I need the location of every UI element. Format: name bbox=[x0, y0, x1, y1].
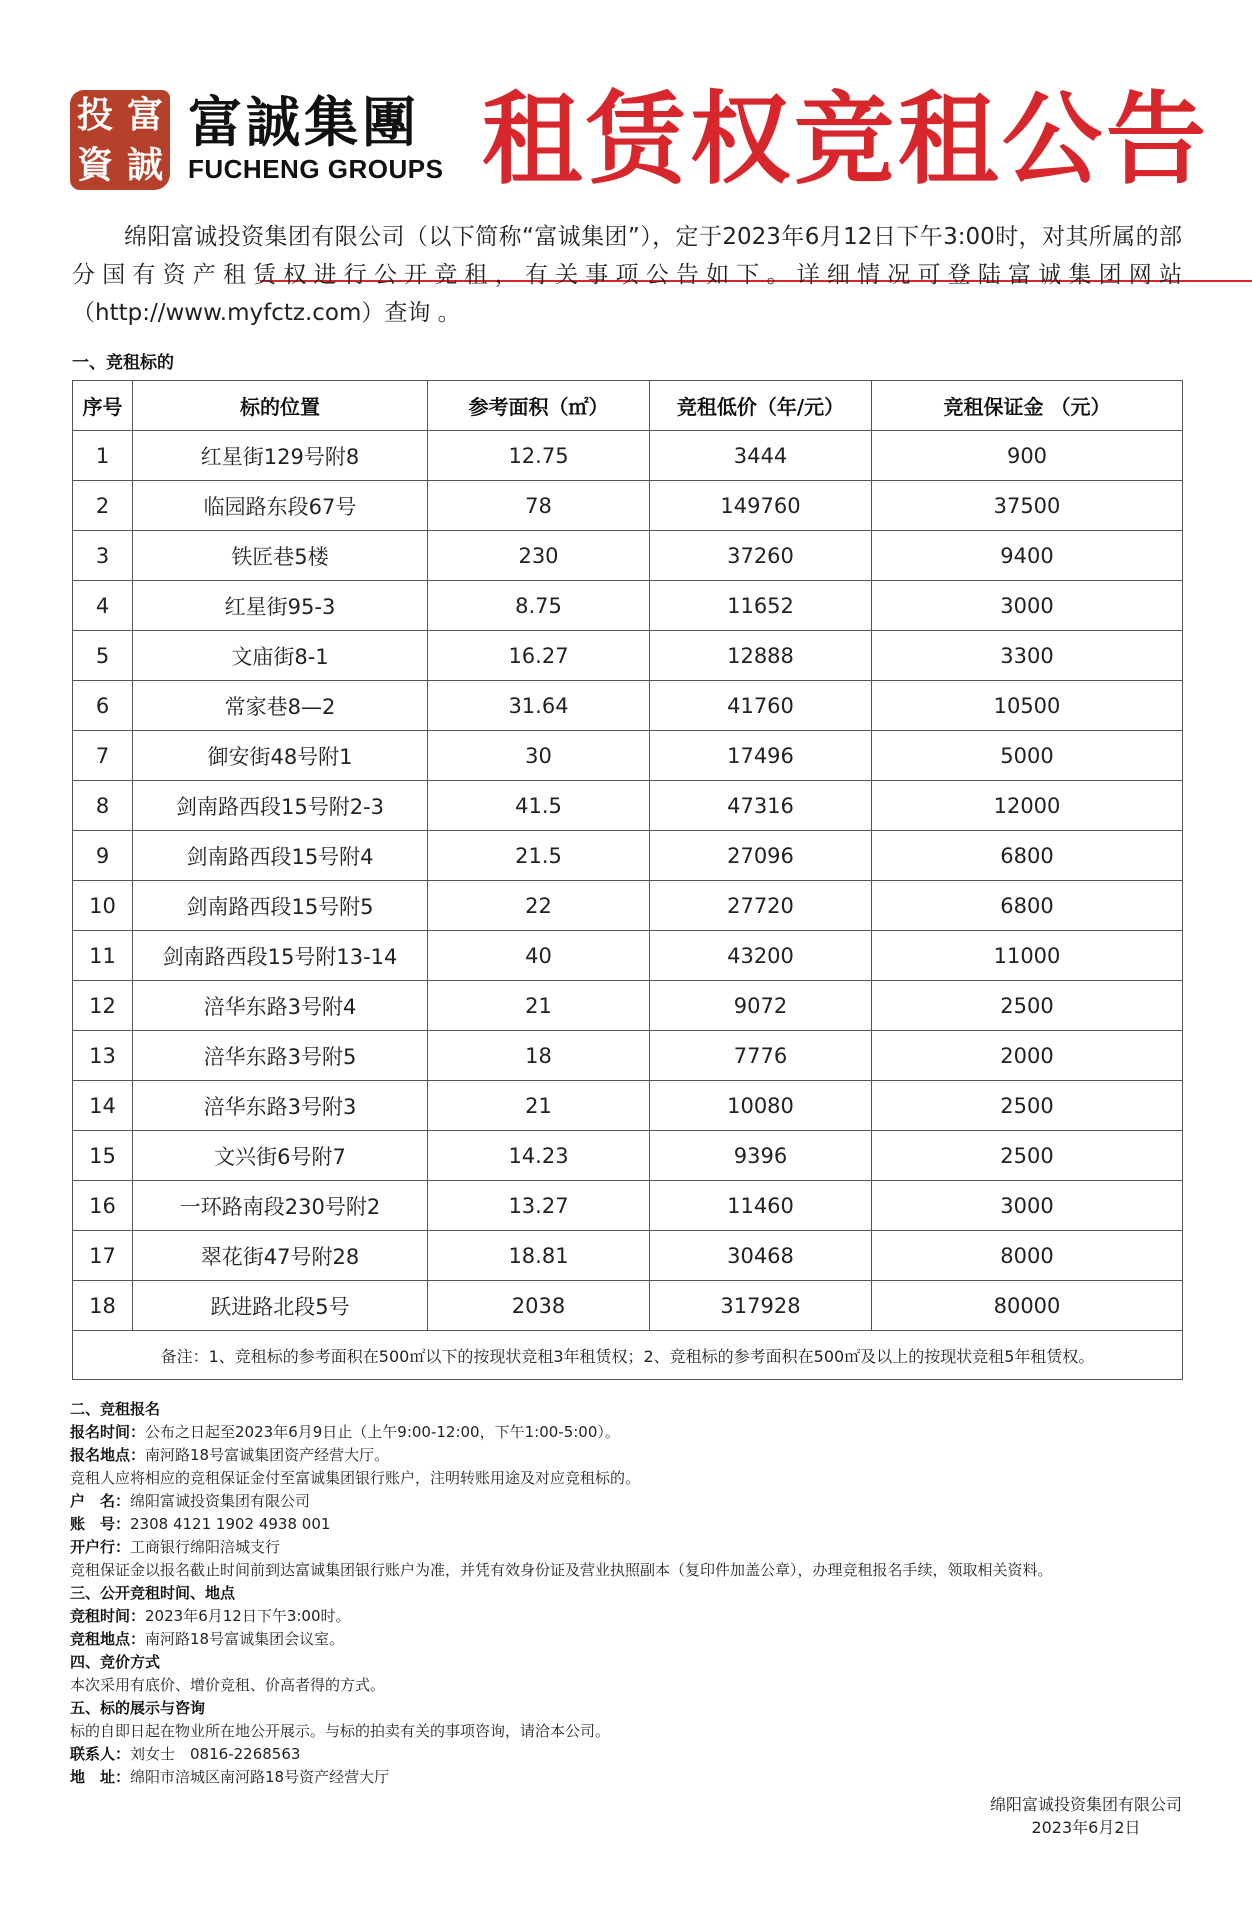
table-cell: 37260 bbox=[650, 531, 872, 581]
seal-char: 誠 bbox=[126, 144, 163, 186]
table-cell: 16.27 bbox=[428, 631, 650, 681]
table-row bbox=[73, 431, 1183, 481]
table-cell: 一环路南段230号附2 bbox=[133, 1181, 428, 1231]
table-cell: 1 bbox=[73, 431, 133, 481]
table-header-row bbox=[73, 381, 1183, 431]
table-cell: 2000 bbox=[872, 1031, 1183, 1081]
deposit-note: 竞租保证金以报名截止时间前到达富诚集团银行账户为准，并凭有效身份证及营业执照副本（复印件加盖公章），办理竞租报名手续，领取相关资料。 bbox=[70, 1561, 1053, 1579]
table-cell: 红星街129号附8 bbox=[133, 431, 428, 481]
table-cell: 御安街48号附1 bbox=[133, 731, 428, 781]
table-cell: 3000 bbox=[872, 1181, 1183, 1231]
display-consult-text: 标的自即日起在物业所在地公开展示。与标的拍卖有关的事项咨询，请洽本公司。 bbox=[70, 1722, 611, 1740]
column-header: 参考面积（㎡） bbox=[428, 381, 650, 431]
table-cell: 18 bbox=[428, 1031, 650, 1081]
table-cell: 文兴街6号附7 bbox=[133, 1131, 428, 1181]
signature-block bbox=[990, 1793, 1182, 1839]
registration-place bbox=[70, 1444, 1190, 1467]
table-cell: 临园路东段67号 bbox=[133, 481, 428, 531]
table-row bbox=[73, 1281, 1183, 1331]
table-row bbox=[73, 1181, 1183, 1231]
table-cell: 9396 bbox=[650, 1131, 872, 1181]
table-cell: 剑南路西段15号附4 bbox=[133, 831, 428, 881]
table-cell: 27720 bbox=[650, 881, 872, 931]
table-row bbox=[73, 1231, 1183, 1281]
table-cell: 剑南路西段15号附13-14 bbox=[133, 931, 428, 981]
table-row bbox=[73, 931, 1183, 981]
table-row bbox=[73, 1131, 1183, 1181]
table-cell: 47316 bbox=[650, 781, 872, 831]
table-cell: 剑南路西段15号附5 bbox=[133, 881, 428, 931]
table-row bbox=[73, 731, 1183, 781]
section-heading-auction-time-place: 三、公开竞租时间、地点 bbox=[70, 1584, 236, 1602]
table-cell: 翠花街47号附28 bbox=[133, 1231, 428, 1281]
table-cell: 30 bbox=[428, 731, 650, 781]
table-cell: 2500 bbox=[872, 981, 1183, 1031]
table-cell: 8000 bbox=[872, 1231, 1183, 1281]
column-header: 标的位置 bbox=[133, 381, 428, 431]
field-label: 户 名： bbox=[70, 1492, 131, 1510]
table-cell: 14.23 bbox=[428, 1131, 650, 1181]
table-cell: 78 bbox=[428, 481, 650, 531]
table-cell: 8.75 bbox=[428, 581, 650, 631]
table-cell: 4 bbox=[73, 581, 133, 631]
column-header: 序号 bbox=[73, 381, 133, 431]
brand-name-cn: 富誠集團 bbox=[188, 90, 420, 154]
table-cell: 14 bbox=[73, 1081, 133, 1131]
bank-branch bbox=[70, 1536, 1190, 1559]
field-label: 开户行： bbox=[70, 1538, 131, 1556]
auction-place bbox=[70, 1628, 1190, 1651]
table-cell: 12888 bbox=[650, 631, 872, 681]
field-label: 地 址： bbox=[70, 1768, 131, 1786]
table-cell: 18.81 bbox=[428, 1231, 650, 1281]
contact-address bbox=[70, 1766, 1190, 1789]
table-cell: 7776 bbox=[650, 1031, 872, 1081]
field-value: 南河路18号富诚集团会议室。 bbox=[145, 1630, 345, 1648]
table-cell: 11460 bbox=[650, 1181, 872, 1231]
table-cell: 27096 bbox=[650, 831, 872, 881]
table-row bbox=[73, 1081, 1183, 1131]
table-cell: 铁匠巷5楼 bbox=[133, 531, 428, 581]
section-heading-display-consult: 五、标的展示与咨询 bbox=[70, 1699, 206, 1717]
table-cell: 41760 bbox=[650, 681, 872, 731]
table-row bbox=[73, 481, 1183, 531]
table-cell: 2500 bbox=[872, 1131, 1183, 1181]
column-header: 竞租保证金 （元） bbox=[872, 381, 1183, 431]
header bbox=[70, 81, 1210, 198]
auction-time bbox=[70, 1605, 1190, 1628]
table-cell: 17 bbox=[73, 1231, 133, 1281]
table-cell: 8 bbox=[73, 781, 133, 831]
field-value: 工商银行绵阳涪城支行 bbox=[130, 1538, 281, 1556]
table-cell: 149760 bbox=[650, 481, 872, 531]
table-row bbox=[73, 681, 1183, 731]
table-cell: 16 bbox=[73, 1181, 133, 1231]
table-cell: 剑南路西段15号附2-3 bbox=[133, 781, 428, 831]
table-cell: 9 bbox=[73, 831, 133, 881]
field-label: 竞租时间： bbox=[70, 1607, 146, 1625]
table-cell: 11000 bbox=[872, 931, 1183, 981]
section-heading-targets: 一、竞租标的 bbox=[72, 353, 174, 373]
table-row bbox=[73, 981, 1183, 1031]
table-cell: 5 bbox=[73, 631, 133, 681]
table-cell: 43200 bbox=[650, 931, 872, 981]
table-cell: 80000 bbox=[872, 1281, 1183, 1331]
seal-char: 投 bbox=[76, 94, 113, 136]
field-label: 报名地点： bbox=[70, 1446, 146, 1464]
table-cell: 涪华东路3号附5 bbox=[133, 1031, 428, 1081]
column-header: 竞租低价（年/元） bbox=[650, 381, 872, 431]
table-cell: 6800 bbox=[872, 881, 1183, 931]
table-cell: 317928 bbox=[650, 1281, 872, 1331]
table-cell: 文庙街8-1 bbox=[133, 631, 428, 681]
field-value: 绵阳市涪城区南河路18号资产经营大厅 bbox=[130, 1768, 390, 1786]
table-cell: 3000 bbox=[872, 581, 1183, 631]
table-cell: 40 bbox=[428, 931, 650, 981]
table-cell: 9072 bbox=[650, 981, 872, 1031]
signature-date: 2023年6月2日 bbox=[1031, 1818, 1141, 1837]
table-row bbox=[73, 531, 1183, 581]
details-block bbox=[70, 1398, 1190, 1789]
registration-time bbox=[70, 1421, 1190, 1444]
table-cell: 跃进路北段5号 bbox=[133, 1281, 428, 1331]
account-number bbox=[70, 1513, 1190, 1536]
table-cell: 31.64 bbox=[428, 681, 650, 731]
seal-char: 資 bbox=[76, 144, 113, 186]
rental-targets-table bbox=[72, 380, 1183, 1380]
intro-paragraph: 绵阳富诚投资集团有限公司（以下简称“富诚集团”），定于2023年6月12日下午3:00时，对其所属的部分国有资产租赁权进行公开竞租，有关事项公告如下。详细情况可登陆富诚集团网站（http://www.myfctz.com）查询 。 bbox=[72, 224, 1182, 326]
field-label: 联系人： bbox=[70, 1745, 131, 1763]
table-note: 备注：1、竞租标的参考面积在500㎡以下的按现状竞租3年租赁权；2、竞租标的参考面积在500㎡及以上的按现状竞租5年租赁权。 bbox=[73, 1331, 1183, 1380]
field-value: 绵阳富诚投资集团有限公司 bbox=[130, 1492, 311, 1510]
table-cell: 涪华东路3号附4 bbox=[133, 981, 428, 1031]
table-cell: 17496 bbox=[650, 731, 872, 781]
contact-person bbox=[70, 1743, 1190, 1766]
table-cell: 6 bbox=[73, 681, 133, 731]
field-label: 竞租地点： bbox=[70, 1630, 146, 1648]
table-body bbox=[73, 431, 1183, 1331]
table-cell: 3300 bbox=[872, 631, 1183, 681]
signature-company: 绵阳富诚投资集团有限公司 bbox=[989, 1795, 1182, 1814]
table-cell: 21 bbox=[428, 1081, 650, 1131]
field-label: 报名时间： bbox=[70, 1423, 146, 1441]
field-value: 南河路18号富诚集团资产经营大厅。 bbox=[145, 1446, 390, 1464]
table-cell: 2 bbox=[73, 481, 133, 531]
table-cell: 7 bbox=[73, 731, 133, 781]
seal-char: 富 bbox=[126, 94, 163, 136]
table-cell: 3444 bbox=[650, 431, 872, 481]
table-cell: 15 bbox=[73, 1131, 133, 1181]
table-cell: 2500 bbox=[872, 1081, 1183, 1131]
table-row bbox=[73, 831, 1183, 881]
table-cell: 10 bbox=[73, 881, 133, 931]
table-cell: 涪华东路3号附3 bbox=[133, 1081, 428, 1131]
brand-logo bbox=[188, 90, 518, 190]
table-row bbox=[73, 781, 1183, 831]
bidding-method-text: 本次采用有底价、增价竞租、价高者得的方式。 bbox=[70, 1676, 386, 1694]
table-row bbox=[73, 881, 1183, 931]
table-cell: 41.5 bbox=[428, 781, 650, 831]
table-row bbox=[73, 581, 1183, 631]
page-title: 租赁权竞租公告 bbox=[482, 81, 1210, 198]
transfer-note: 竞租人应将相应的竞租保证金付至富诚集团银行账户，注明转账用途及对应竞租标的。 bbox=[70, 1469, 641, 1487]
table-cell: 18 bbox=[73, 1281, 133, 1331]
field-value: 公布之日起至2023年6月9日止（上午9:00-12:00，下午1:00-5:00）。 bbox=[145, 1423, 620, 1441]
table-cell: 10080 bbox=[650, 1081, 872, 1131]
table-row bbox=[73, 631, 1183, 681]
table-cell: 21 bbox=[428, 981, 650, 1031]
table-cell: 900 bbox=[872, 431, 1183, 481]
field-value: 2023年6月12日下午3:00时。 bbox=[145, 1607, 351, 1625]
table-cell: 11 bbox=[73, 931, 133, 981]
table-cell: 12000 bbox=[872, 781, 1183, 831]
field-label: 账 号： bbox=[70, 1515, 131, 1533]
table-cell: 11652 bbox=[650, 581, 872, 631]
field-value: 2308 4121 1902 4938 001 bbox=[130, 1515, 331, 1533]
field-value: 刘女士 0816-2268563 bbox=[130, 1745, 301, 1763]
table-cell: 12 bbox=[73, 981, 133, 1031]
table-cell: 10500 bbox=[872, 681, 1183, 731]
account-name bbox=[70, 1490, 1190, 1513]
table-cell: 9400 bbox=[872, 531, 1183, 581]
table-cell: 30468 bbox=[650, 1231, 872, 1281]
table-cell: 常家巷8—2 bbox=[133, 681, 428, 731]
table-cell: 22 bbox=[428, 881, 650, 931]
table-cell: 37500 bbox=[872, 481, 1183, 531]
table-cell: 21.5 bbox=[428, 831, 650, 881]
table-note-row bbox=[73, 1331, 1183, 1380]
table-cell: 3 bbox=[73, 531, 133, 581]
section-heading-bidding-method: 四、竞价方式 bbox=[70, 1653, 161, 1671]
table-cell: 红星街95-3 bbox=[133, 581, 428, 631]
table-cell: 6800 bbox=[872, 831, 1183, 881]
company-seal-logo bbox=[70, 90, 170, 190]
table-cell: 230 bbox=[428, 531, 650, 581]
brand-name-en: FUCHENG GROUPS bbox=[188, 154, 444, 184]
table-cell: 2038 bbox=[428, 1281, 650, 1331]
section-heading-registration: 二、竞租报名 bbox=[70, 1400, 161, 1418]
table-cell: 13.27 bbox=[428, 1181, 650, 1231]
table-row bbox=[73, 1031, 1183, 1081]
table-cell: 12.75 bbox=[428, 431, 650, 481]
table-cell: 13 bbox=[73, 1031, 133, 1081]
table-cell: 5000 bbox=[872, 731, 1183, 781]
